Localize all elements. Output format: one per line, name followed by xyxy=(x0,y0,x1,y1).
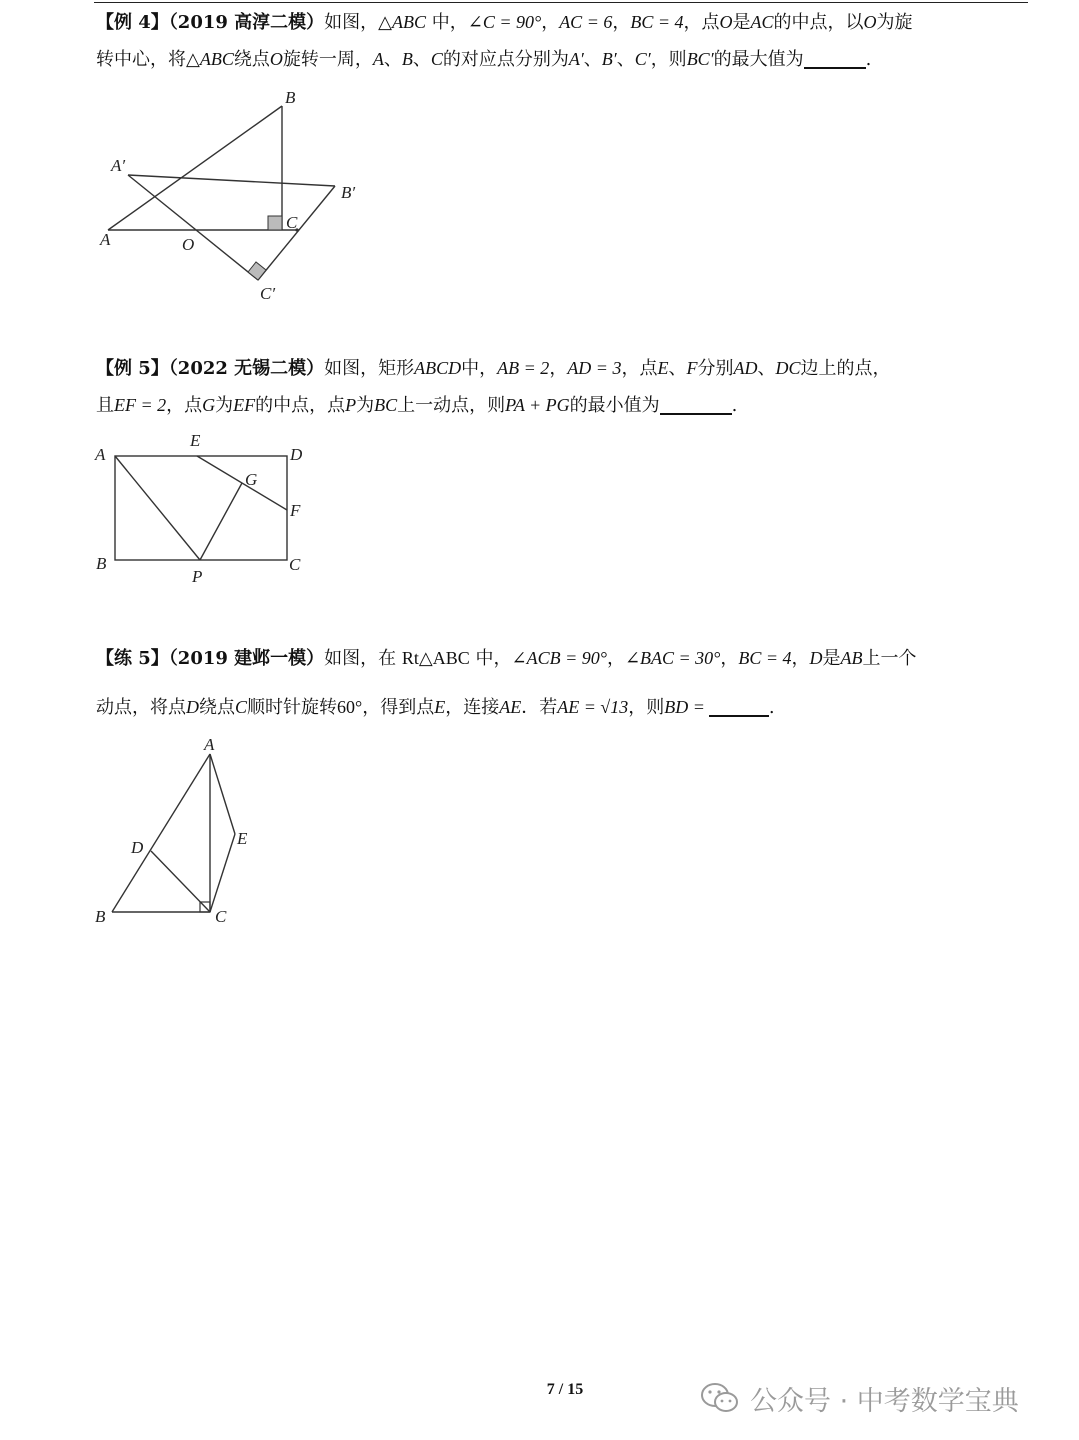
example-5-text xyxy=(96,350,1036,424)
segment-AE xyxy=(210,754,235,834)
segment-B2C2 xyxy=(258,186,335,280)
text: . xyxy=(768,697,775,718)
text: . xyxy=(731,395,738,416)
right-angle-mark xyxy=(268,216,282,230)
text: 上一个 xyxy=(862,648,917,669)
answer-blank xyxy=(660,393,732,415)
practice-5-source: （2019 建邺一模） xyxy=(168,648,325,669)
example-4-figure xyxy=(90,82,380,312)
math: BC xyxy=(374,395,398,415)
label-E: E xyxy=(190,431,201,450)
math: E xyxy=(434,697,446,717)
math: G xyxy=(202,395,216,415)
answer-blank xyxy=(709,695,769,717)
math: △ABC xyxy=(186,49,234,69)
math: DC xyxy=(775,358,801,378)
text: ， xyxy=(541,12,560,33)
label-B: B xyxy=(285,88,296,107)
practice-5-tag: 【练 5】 xyxy=(96,648,169,669)
text: 动点，将点 xyxy=(96,697,186,718)
math: D xyxy=(186,697,199,717)
practice-5-text xyxy=(96,634,1036,732)
text: 的中点，点 xyxy=(255,395,346,416)
text: 的最大值为 xyxy=(713,49,804,70)
segment-EC xyxy=(210,834,235,912)
text: 旋转一周， xyxy=(282,49,373,70)
math: A′ xyxy=(568,49,584,69)
rectangle-ABCD xyxy=(115,456,287,560)
text: 是 xyxy=(822,648,841,669)
text: ，点 xyxy=(683,12,720,33)
example-4-source: （2019 高淳二模） xyxy=(168,12,325,33)
text: 、 xyxy=(757,358,776,379)
math: ∠BAC = 30° xyxy=(624,648,721,668)
label-E: E xyxy=(237,829,248,848)
segment-DC xyxy=(151,851,210,912)
text: 的对应点分别为 xyxy=(442,49,569,70)
segment-AB xyxy=(112,754,210,912)
text: 为 xyxy=(356,395,375,416)
text: 、 xyxy=(616,49,635,70)
text: ， xyxy=(606,648,625,669)
text: 绕点 xyxy=(233,49,270,70)
math: A xyxy=(372,49,384,69)
label-B: B xyxy=(95,907,106,926)
text: 且 xyxy=(96,395,114,416)
math: 60° xyxy=(337,697,363,717)
text: 是 xyxy=(732,12,751,33)
math: P xyxy=(345,395,357,415)
text: 、 xyxy=(583,49,602,70)
segment-EF xyxy=(197,456,287,510)
math: Rt△ABC xyxy=(401,648,470,668)
math: AC = 6 xyxy=(559,12,613,32)
label-C: C xyxy=(286,213,298,232)
label-B: B xyxy=(96,554,107,573)
math: E xyxy=(657,358,669,378)
text: ， xyxy=(612,12,631,33)
math: EF xyxy=(233,395,256,415)
right-angle-mark xyxy=(248,262,266,280)
text: 如图，在 xyxy=(324,648,402,669)
math: BC = 4 xyxy=(738,648,792,668)
segment-A2C2 xyxy=(128,175,258,280)
math: O xyxy=(863,12,877,32)
text: ， xyxy=(549,358,568,379)
label-D: D xyxy=(290,445,303,464)
answer-blank xyxy=(804,47,866,69)
label-C-prime: C′ xyxy=(260,284,276,303)
text: ，则 xyxy=(650,49,687,70)
example-4-text xyxy=(96,4,1036,78)
segment-PA xyxy=(115,456,200,560)
text: 中， xyxy=(426,12,468,33)
math: △ABC xyxy=(378,12,427,32)
math: AE xyxy=(499,697,522,717)
math: B xyxy=(401,49,413,69)
segment-PG xyxy=(200,483,242,560)
text: 转中心，将 xyxy=(96,49,186,70)
text: 、 xyxy=(668,358,687,379)
label-P: P xyxy=(192,567,203,586)
math: B′ xyxy=(601,49,617,69)
math: EF = 2 xyxy=(114,395,167,415)
wechat-icon xyxy=(700,1381,740,1415)
label-A-prime: A′ xyxy=(111,156,126,175)
example-5-source: （2022 无锡二模） xyxy=(168,358,325,379)
watermark-text: 公众号 · 中考数学宝典 xyxy=(750,1385,1019,1417)
label-O: O xyxy=(182,235,195,254)
label-A: A xyxy=(100,230,111,249)
text: 、 xyxy=(412,49,431,70)
label-B-prime: B′ xyxy=(341,183,356,202)
segment-AB xyxy=(108,106,282,230)
math: AB = 2 xyxy=(497,358,550,378)
math: AD xyxy=(733,358,758,378)
math: AD = 3 xyxy=(567,358,622,378)
math: ABCD xyxy=(414,358,462,378)
label-F: F xyxy=(290,501,301,520)
page-number: 7 / 15 xyxy=(546,1381,584,1398)
math: BD = xyxy=(664,697,705,717)
text: 绕点 xyxy=(199,697,235,718)
text: 中， xyxy=(461,358,498,379)
math: C′ xyxy=(634,49,651,69)
text: 的中点，以 xyxy=(773,12,864,33)
text: 为旋 xyxy=(876,12,913,33)
math: BC = 4 xyxy=(630,12,684,32)
text: 如图， xyxy=(324,12,379,33)
math: O xyxy=(269,49,283,69)
math: C xyxy=(235,697,248,717)
example-5-figure xyxy=(90,428,320,588)
math: ∠ACB = 90° xyxy=(511,648,607,668)
text: 边上的点， xyxy=(800,358,891,379)
top-rule xyxy=(94,2,1028,3)
math: PA + PG xyxy=(505,395,570,415)
text: 如图，矩形 xyxy=(324,358,415,379)
label-A: A xyxy=(95,445,106,464)
math: C xyxy=(430,49,443,69)
text: ，点 xyxy=(621,358,658,379)
text: ，则 xyxy=(628,697,665,718)
segment-A2B2 xyxy=(128,175,335,186)
text: 顺时针旋转 xyxy=(247,697,338,718)
text: ．若 xyxy=(521,697,558,718)
label-A: A xyxy=(204,735,215,754)
math: AC xyxy=(750,12,774,32)
math: D xyxy=(809,648,823,668)
text: ，得到点 xyxy=(362,697,435,718)
text: 、 xyxy=(383,49,402,70)
text: 上一动点，则 xyxy=(397,395,506,416)
text: ， xyxy=(791,648,810,669)
example-5-tag: 【例 5】 xyxy=(96,358,169,379)
text: ，点 xyxy=(166,395,203,416)
label-C: C xyxy=(215,907,227,926)
math: ∠C = 90° xyxy=(467,12,542,32)
math: BC′ xyxy=(686,49,714,69)
text: 的最小值为 xyxy=(569,395,660,416)
label-D: D xyxy=(131,838,144,857)
example-4-tag: 【例 4】 xyxy=(96,12,169,33)
label-G: G xyxy=(245,470,258,489)
text: ， xyxy=(720,648,739,669)
math: F xyxy=(686,358,698,378)
text: . xyxy=(865,49,872,70)
text: 分别 xyxy=(697,358,734,379)
label-C: C xyxy=(289,555,301,574)
math: O xyxy=(719,12,733,32)
math: AE = √13 xyxy=(557,697,629,717)
watermark xyxy=(700,1376,1060,1420)
math: AB xyxy=(840,648,863,668)
text: 为 xyxy=(215,395,234,416)
text: 中， xyxy=(469,648,512,669)
text: ，连接 xyxy=(445,697,500,718)
practice-5-figure xyxy=(90,730,260,930)
